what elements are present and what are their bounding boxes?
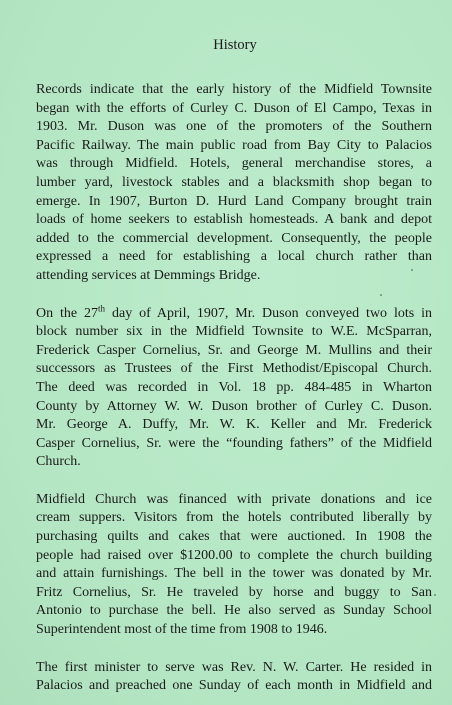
text-fragment: day of April, 1907, Mr. Duson conveyed two lots in (105, 305, 433, 321)
text-line: The first minister to serve was Rev. N. W. Carter. He resided in (36, 659, 432, 675)
text-line: purchasing quilts and cakes that were auctioned. In 1908 the (36, 529, 432, 545)
text-line: attending services at Demmings Bridge. (36, 267, 261, 283)
text-line (36, 302, 433, 324)
text-line: block number six in the Midfield Townsite to W.E. McSparran, (36, 324, 432, 340)
text-line: Casper Cornelius, Sr. were the “founding fathers” of the Midfield (36, 435, 432, 451)
paragraph-early-history (36, 81, 432, 286)
paper-speck (411, 269, 413, 271)
text-line: cream suppers. Visitors from the hotels contributed liberally by (36, 510, 432, 526)
text-line: Frederick Casper Cornelius, Sr. and George M. Mullins and their (36, 342, 432, 358)
paragraph-first-minister (36, 659, 432, 696)
text-line: added to the commercial development. Consequently, the people (36, 230, 432, 246)
text-line: successors as Trustees of the First Methodist/Episcopal Church. (36, 361, 432, 377)
text-line: The deed was recorded in Vol. 18 pp. 484-485 in Wharton (36, 379, 432, 395)
text-line: 1903. Mr. Duson was one of the promoters of the Southern (36, 119, 432, 135)
text-line: Records indicate that the early history of the Midfield Townsite (36, 82, 432, 97)
text-line: County by Attorney W. W. Duson brother of Curley C. Duson. (36, 398, 432, 414)
text-line: Superintendent most of the time from 1908 to 1946. (36, 622, 328, 638)
text-line: loads of home seekers to establish homesteads. A bank and depot (36, 212, 432, 228)
paper-speck (434, 594, 436, 596)
paragraph-land-deed (36, 302, 433, 472)
text-line: lumber yard, livestock stables and a blacksmith shop began to (36, 174, 432, 190)
text-line: people had raised over $1200.00 to complete the church building (36, 547, 432, 563)
paper-speck (380, 294, 382, 296)
paragraph-church-financing (36, 491, 432, 640)
text-line: Pacific Railway. The main public road from Bay City to Palacios (36, 137, 432, 153)
text-line: emerge. In 1907, Burton D. Hurd Land Company brought train (36, 193, 432, 209)
text-line: Church. (36, 454, 81, 470)
page-title: History (213, 37, 257, 53)
text-line: expressed a need for establishing a local church rather than (36, 249, 432, 265)
text-line: Fritz Cornelius, Sr. He traveled by horse and buggy to San (36, 584, 432, 600)
text-fragment: On the 27 (36, 305, 99, 321)
text-line: was through Midfield. Hotels, general merchandise stores, a (36, 156, 432, 172)
text-line: and attain furnishings. The bell in the tower was donated by Mr. (36, 566, 432, 582)
text-line: Mr. George A. Duffy, Mr. W. K. Keller and Mr. Frederick (36, 417, 432, 433)
text-line: Antonio to purchase the bell. He also served as Sunday School (36, 603, 432, 619)
text-line: Palacios and preached one Sunday of each month in Midfield and (36, 678, 432, 694)
text-line: Midfield Church was financed with private donations and ice (36, 491, 432, 507)
ordinal-suffix: th (98, 302, 106, 313)
text-line: began with the efforts of Curley C. Duson of El Campo, Texas in (36, 100, 432, 116)
